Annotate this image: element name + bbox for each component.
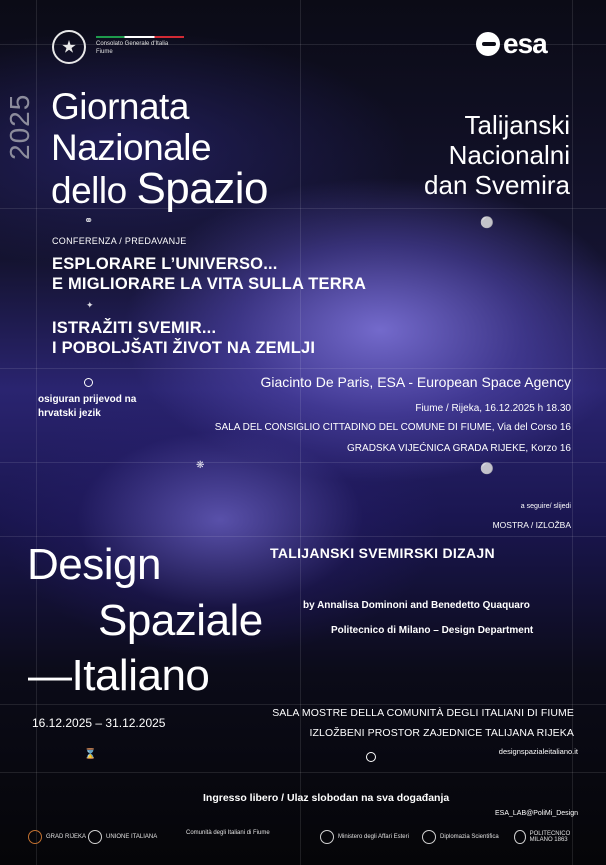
exhibition-label: MOSTRA / IZLOŽBA bbox=[492, 520, 571, 530]
website-link[interactable]: designspazialeitaliano.it bbox=[498, 747, 578, 756]
satellite-icon: ✦ bbox=[86, 300, 94, 310]
exhibition-dates: 16.12.2025 – 31.12.2025 bbox=[32, 716, 166, 730]
unione-italiana-icon bbox=[88, 830, 102, 844]
exhibition-venue-italian: SALA MOSTRE DELLA COMUNITÀ DEGLI ITALIANI DI FIUME bbox=[272, 707, 574, 719]
translation-note bbox=[38, 393, 136, 421]
target-icon bbox=[366, 752, 376, 762]
italian-republic-emblem-icon bbox=[52, 30, 86, 64]
exhibition-title-croatian: TALIJANSKI SVEMIRSKI DIZAJN bbox=[270, 545, 495, 561]
partner-name: GRAD RIJEKA bbox=[46, 834, 87, 840]
partner-logo bbox=[186, 830, 270, 836]
lecture-line: E MIGLIORARE LA VITA SULLA TERRA bbox=[52, 275, 367, 293]
exhibition-department: Politecnico di Milano – Design Department bbox=[331, 625, 534, 636]
lecture-line: ISTRAŽITI SVEMIR... bbox=[52, 319, 217, 337]
partner-name: UNIONE ITALIANA bbox=[106, 834, 158, 840]
partner-name: Diplomazia Scientifica bbox=[440, 834, 499, 840]
consulate-line: Consolato Generale d'Italia bbox=[96, 36, 184, 48]
social-handle[interactable]: ESA_LAB@PoliMi_Design bbox=[495, 810, 578, 817]
title-line: Giornata bbox=[51, 86, 189, 127]
hourglass-icon: ⌛ bbox=[84, 749, 97, 760]
title-highlight: Spazio bbox=[136, 164, 268, 213]
event-venue-italian: SALA DEL CONSIGLIO CITTADINO DEL COMUNE DI FIUME, Via del Corso 16 bbox=[214, 422, 571, 433]
title-line: Talijanski bbox=[464, 110, 570, 140]
diplomacy-icon bbox=[422, 830, 436, 844]
event-datetime: Fiume / Rijeka, 16.12.2025 h 18.30 bbox=[415, 403, 571, 414]
esa-logo bbox=[476, 28, 547, 60]
partner-name: Ministero degli Affari Esteri bbox=[338, 834, 409, 840]
planet-icon: ⚪ bbox=[480, 217, 494, 229]
title-line bbox=[51, 164, 268, 213]
planet-icon: ⚪ bbox=[480, 463, 494, 475]
exhibition-title-line: Design bbox=[27, 540, 161, 589]
partner-logo bbox=[88, 830, 157, 844]
grid-line bbox=[0, 536, 606, 537]
follow-label: a seguire/ slijedi bbox=[520, 503, 571, 510]
conference-label: CONFERENZA / PREDAVANJE bbox=[52, 236, 187, 246]
partner-logo bbox=[320, 830, 409, 844]
partner-name: Comunità degli Italiani di Fiume bbox=[186, 830, 270, 836]
target-icon bbox=[84, 378, 93, 387]
planet-icon: ⚭ bbox=[84, 215, 94, 227]
event-venue-croatian: GRADSKA VIJEĆNICA GRADA RIJEKE, Korzo 16 bbox=[347, 443, 571, 454]
title-italian bbox=[51, 86, 268, 211]
exhibition-title-line: —Italiano bbox=[28, 651, 210, 700]
city-crest-icon bbox=[28, 830, 42, 844]
star-icon bbox=[62, 40, 76, 54]
esa-wordmark: esa bbox=[503, 28, 547, 59]
lecture-title-italian bbox=[52, 254, 366, 294]
lecture-line: ESPLORARE L’UNIVERSO... bbox=[52, 255, 278, 273]
satellite-icon: ❋ bbox=[196, 460, 205, 471]
title-croatian bbox=[424, 110, 570, 200]
title-line: Nazionale bbox=[51, 127, 212, 168]
consulate-label bbox=[96, 36, 184, 56]
title-line: dan Svemira bbox=[424, 170, 570, 200]
polimi-seal-icon bbox=[514, 830, 526, 844]
grid-line bbox=[0, 368, 606, 369]
partner-logo bbox=[28, 830, 86, 844]
translation-line: hrvatski jezik bbox=[38, 408, 101, 419]
grid-line bbox=[0, 772, 606, 773]
partner-name: POLITECNICO MILANO 1863 bbox=[529, 831, 571, 843]
ministry-emblem-icon bbox=[320, 830, 334, 844]
exhibition-venue-croatian: IZLOŽBENI PROSTOR ZAJEDNICE TALIJANA RIJEKA bbox=[309, 727, 574, 739]
lecture-line: I POBOLJŠATI ŽIVOT NA ZEMLJI bbox=[52, 339, 316, 357]
translation-line: osiguran prijevod na bbox=[38, 394, 137, 405]
grid-line bbox=[36, 0, 37, 865]
consulate-line: Fiume bbox=[96, 49, 113, 55]
title-line: Nacionalni bbox=[448, 140, 570, 170]
year-label: 2025 bbox=[4, 93, 35, 160]
speaker: Giacinto De Paris, ESA - European Space Agency bbox=[260, 374, 571, 390]
esa-logo-icon bbox=[476, 32, 500, 56]
grid-line bbox=[0, 462, 606, 463]
free-entry-note: Ingresso libero / Ulaz slobodan na sva događanja bbox=[203, 792, 450, 804]
partner-logo bbox=[514, 830, 594, 844]
partner-logo bbox=[422, 830, 499, 844]
exhibition-title-line: Spaziale bbox=[98, 596, 263, 645]
title-line-part: dello bbox=[51, 170, 137, 211]
grid-line bbox=[0, 704, 606, 705]
lecture-title-croatian bbox=[52, 318, 315, 358]
exhibition-authors: by Annalisa Dominoni and Benedetto Quaquaro bbox=[303, 600, 530, 611]
